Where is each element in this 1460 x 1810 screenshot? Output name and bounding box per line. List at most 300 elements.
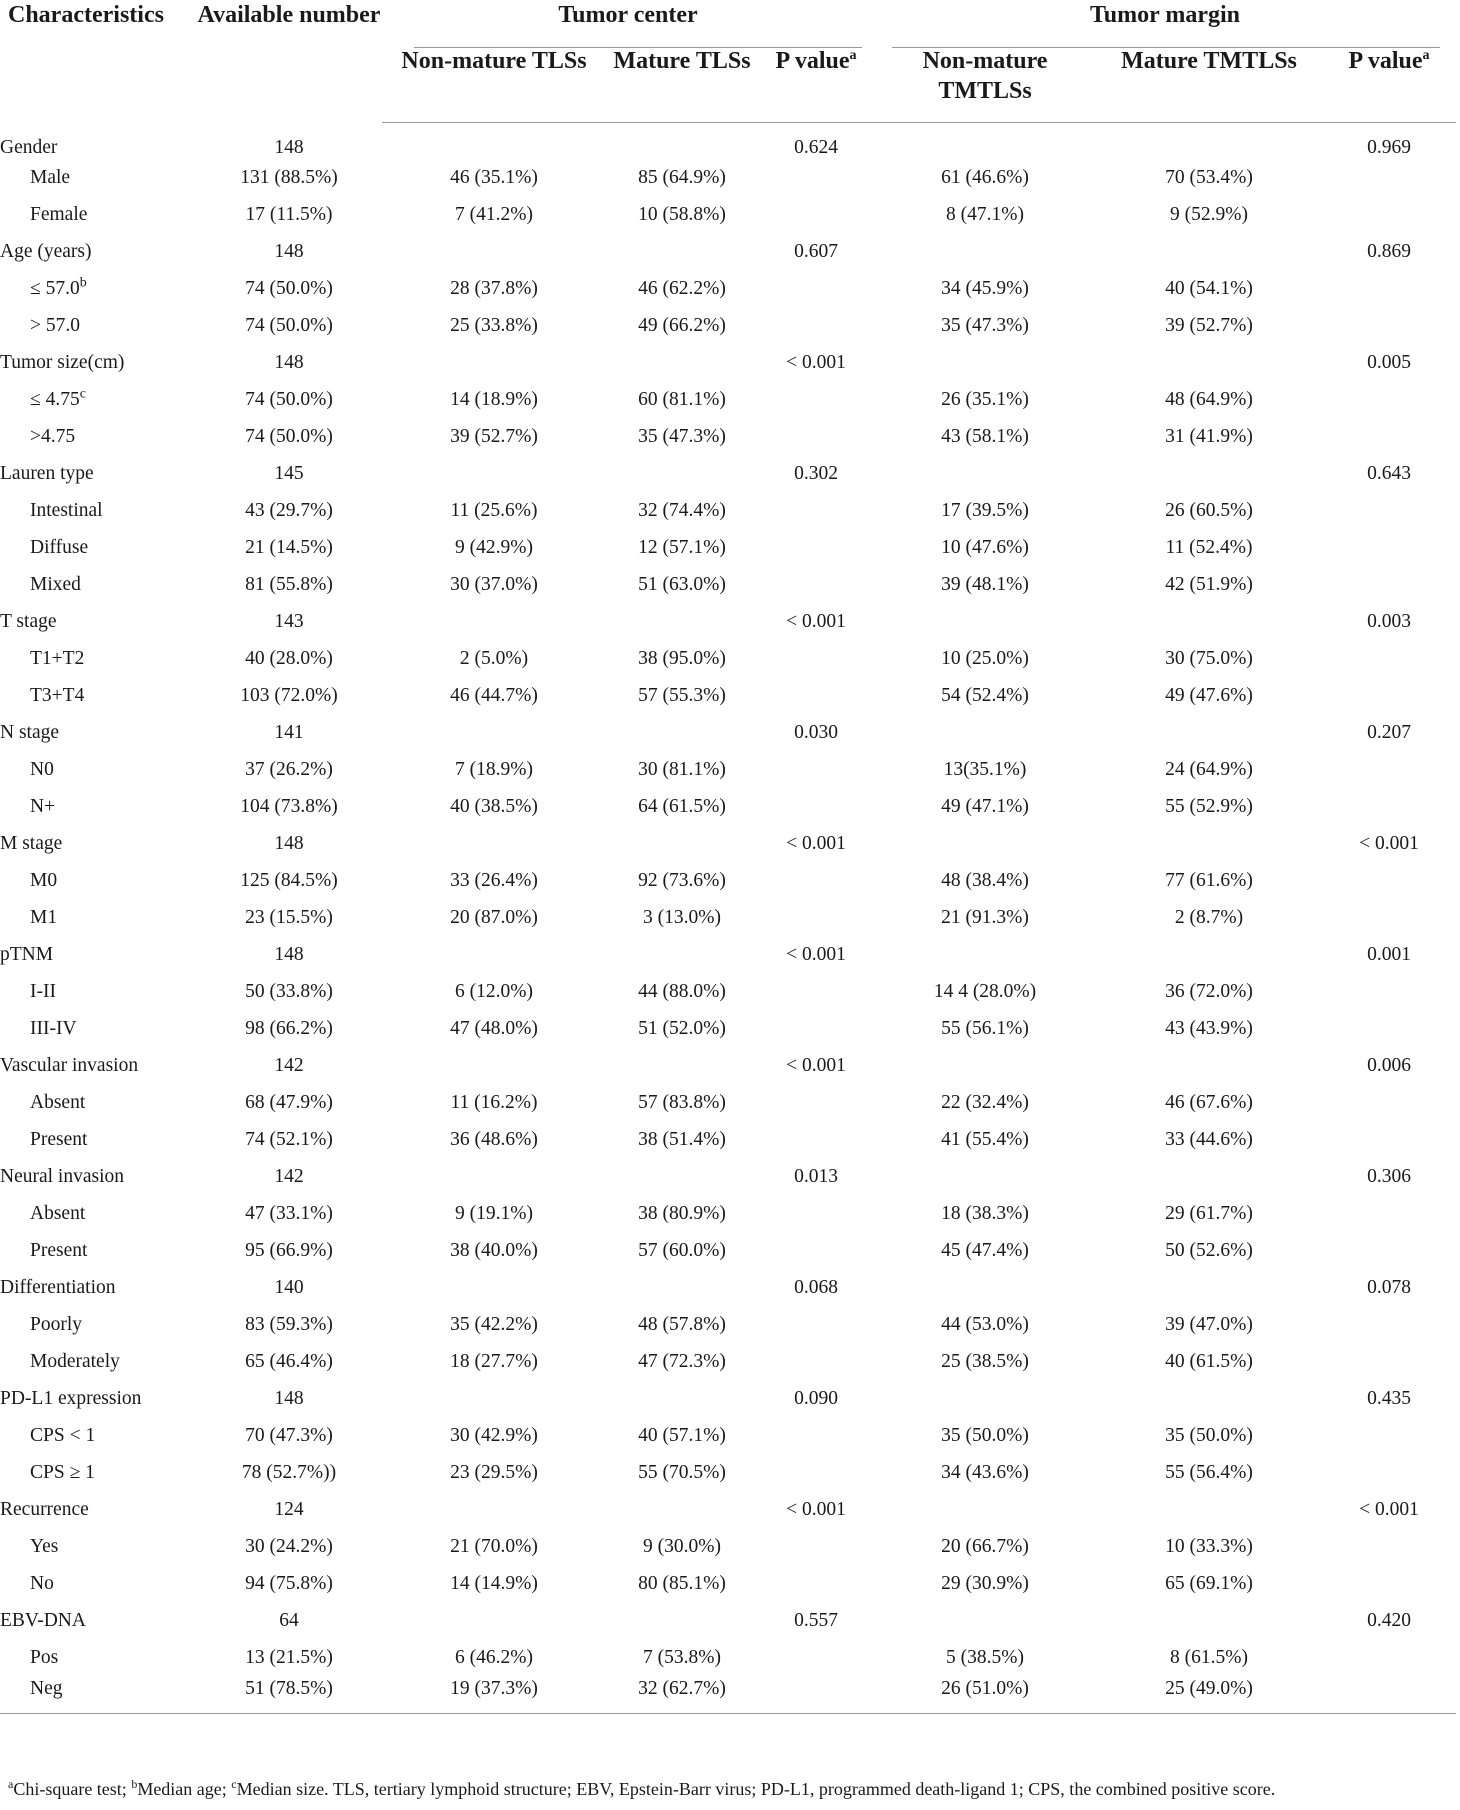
row-label-text: Tumor size(cm) (0, 352, 125, 373)
margin-p-value-cell (1322, 493, 1456, 530)
row-label-text: T1+T2 (30, 648, 85, 669)
row-label-text: >4.75 (30, 426, 76, 447)
center-mature-cell (606, 1603, 758, 1640)
row-label (0, 1196, 196, 1233)
margin-mature-cell (1096, 826, 1322, 863)
center-mature-cell: 57 (83.8%) (638, 1092, 726, 1113)
margin-p-value-cell (1322, 863, 1456, 900)
center-nonmature-cell: 14 (14.9%) (450, 1573, 538, 1594)
row-label (0, 1233, 196, 1270)
margin-nonmature-cell: 35 (47.3%) (941, 315, 1029, 336)
margin-mature-cell: 31 (41.9%) (1165, 426, 1253, 447)
center-p-value-cell (758, 530, 874, 567)
margin-nonmature-cell (874, 1381, 1096, 1418)
margin-mature-cell (1096, 345, 1322, 382)
available-number-cell: 30 (24.2%) (245, 1536, 333, 1557)
margin-p-value-cell (1322, 1122, 1456, 1159)
footnote-mark-c: c (231, 1777, 237, 1791)
margin-nonmature-cell: 34 (43.6%) (941, 1462, 1029, 1483)
table-row-category (0, 456, 1456, 493)
footnote-text-c: Median size. TLS, tertiary lymphoid structure; EBV, Epstein-Barr virus; PD-L1, programmed death-ligand 1; CPS, the combined positive score. (236, 1779, 1276, 1799)
center-nonmature-cell (382, 937, 606, 974)
table-row-category (0, 234, 1456, 271)
center-nonmature-cell: 38 (40.0%) (450, 1240, 538, 1261)
margin-mature-cell: 50 (52.6%) (1165, 1240, 1253, 1261)
table-body (0, 123, 1456, 1714)
footnote-mark-a: a (8, 1777, 14, 1791)
center-p-value-cell: < 0.001 (786, 1499, 846, 1520)
margin-nonmature-cell (874, 1492, 1096, 1529)
row-label (0, 1603, 196, 1640)
row-label (0, 419, 196, 456)
margin-nonmature-cell: 55 (56.1%) (941, 1018, 1029, 1039)
center-nonmature-cell: 7 (18.9%) (455, 759, 533, 780)
row-label-text: T3+T4 (30, 685, 85, 706)
row-label-text: pTNM (0, 944, 54, 965)
margin-p-value-cell (1322, 1344, 1456, 1381)
header-margin-p-value (1322, 46, 1456, 123)
row-label (0, 456, 196, 493)
center-mature-cell (606, 715, 758, 752)
row-label (0, 234, 196, 271)
p-value-text: P value (775, 48, 850, 74)
margin-p-value-cell (1322, 1529, 1456, 1566)
table-row-subgroup (0, 1344, 1456, 1381)
center-mature-cell: 44 (88.0%) (638, 981, 726, 1002)
margin-nonmature-cell (874, 937, 1096, 974)
margin-p-value-cell: 0.643 (1367, 463, 1411, 484)
center-mature-cell (606, 826, 758, 863)
row-label (0, 382, 196, 419)
center-p-value-cell (758, 678, 874, 715)
available-number-cell: 95 (66.9%) (245, 1240, 333, 1261)
margin-mature-cell: 26 (60.5%) (1165, 500, 1253, 521)
margin-p-value-cell (1322, 1085, 1456, 1122)
center-mature-cell: 51 (52.0%) (638, 1018, 726, 1039)
center-nonmature-cell: 28 (37.8%) (450, 278, 538, 299)
row-label-text: Neg (30, 1677, 63, 1699)
margin-mature-cell: 10 (33.3%) (1165, 1536, 1253, 1557)
row-label-text: Present (30, 1240, 88, 1261)
center-nonmature-cell (382, 1270, 606, 1307)
center-mature-cell: 38 (51.4%) (638, 1129, 726, 1150)
margin-mature-cell (1096, 1603, 1322, 1640)
table-footnote (8, 1778, 1448, 1800)
center-p-value-cell (758, 789, 874, 826)
row-label (0, 641, 196, 678)
margin-p-value-cell (1322, 1455, 1456, 1492)
margin-nonmature-cell: 14 4 (28.0%) (933, 981, 1037, 1002)
center-nonmature-cell: 47 (48.0%) (450, 1018, 538, 1039)
available-number-cell: 103 (72.0%) (240, 685, 338, 706)
margin-nonmature-cell: 39 (48.1%) (941, 574, 1029, 595)
center-nonmature-cell: 7 (41.2%) (455, 204, 533, 225)
row-label-text: III-IV (30, 1018, 77, 1039)
available-number-cell: 13 (21.5%) (245, 1647, 333, 1668)
center-mature-cell: 10 (58.8%) (638, 204, 726, 225)
available-number-cell: 40 (28.0%) (245, 648, 333, 669)
available-number-cell: 17 (11.5%) (245, 204, 333, 225)
center-mature-cell (606, 1492, 758, 1529)
row-label-text: ≤ 4.75 (30, 389, 80, 410)
row-label-text: Neural invasion (0, 1166, 125, 1187)
center-nonmature-cell (382, 826, 606, 863)
row-label (0, 1529, 196, 1566)
center-p-value-cell (758, 419, 874, 456)
center-mature-cell: 12 (57.1%) (638, 537, 726, 558)
center-nonmature-cell: 6 (46.2%) (455, 1647, 533, 1668)
center-mature-cell: 92 (73.6%) (638, 870, 726, 891)
p-value-text: P value (1348, 48, 1423, 74)
center-mature-cell: 32 (62.7%) (606, 1677, 758, 1714)
center-p-value-cell (758, 308, 874, 345)
row-label-text: I-II (30, 981, 56, 1002)
margin-nonmature-cell: 43 (58.1%) (941, 426, 1029, 447)
margin-mature-cell (1096, 1159, 1322, 1196)
row-label (0, 160, 196, 197)
row-label-text: Recurrence (0, 1499, 89, 1520)
available-number-cell: 148 (274, 1388, 304, 1409)
table-row-category (0, 1603, 1456, 1640)
margin-nonmature-cell: 26 (35.1%) (941, 389, 1029, 410)
margin-p-value-cell: 0.207 (1367, 722, 1411, 743)
row-label (0, 197, 196, 234)
center-mature-cell (606, 1381, 758, 1418)
center-p-value-cell: < 0.001 (786, 833, 846, 854)
table-row-subgroup (0, 752, 1456, 789)
center-nonmature-cell (382, 456, 606, 493)
table-row-subgroup (0, 160, 1456, 197)
row-label-text: Diffuse (30, 537, 89, 558)
center-mature-cell: 64 (61.5%) (638, 796, 726, 817)
row-label (0, 604, 196, 641)
available-number-cell: 148 (274, 136, 304, 158)
row-label (0, 1418, 196, 1455)
center-nonmature-cell: 36 (48.6%) (450, 1129, 538, 1150)
center-nonmature-cell: 30 (37.0%) (450, 574, 538, 595)
margin-nonmature-cell (874, 1159, 1096, 1196)
center-nonmature-cell: 25 (33.8%) (450, 315, 538, 336)
center-nonmature-cell: 11 (25.6%) (450, 500, 538, 521)
row-label (0, 1344, 196, 1381)
available-number-cell: 148 (274, 241, 304, 262)
header-margin-mature: Mature TMTLSs (1096, 46, 1322, 123)
table-row-subgroup (0, 1418, 1456, 1455)
margin-p-value-cell: < 0.001 (1359, 1499, 1419, 1520)
available-number-cell: 142 (274, 1055, 304, 1076)
row-label-text: Moderately (30, 1351, 120, 1372)
margin-mature-cell: 40 (54.1%) (1165, 278, 1253, 299)
table-row-subgroup (0, 1455, 1456, 1492)
center-nonmature-cell: 19 (37.3%) (382, 1677, 606, 1714)
margin-nonmature-cell (874, 456, 1096, 493)
center-p-value-cell (758, 271, 874, 308)
center-p-value-cell: 0.557 (794, 1610, 838, 1631)
center-nonmature-cell (382, 345, 606, 382)
table-row-category (0, 604, 1456, 641)
available-number-cell: 43 (29.7%) (245, 500, 333, 521)
center-mature-cell: 38 (80.9%) (638, 1203, 726, 1224)
center-nonmature-cell (382, 715, 606, 752)
row-label-text: N0 (30, 759, 54, 780)
table-row-category (0, 1381, 1456, 1418)
center-mature-cell: 85 (64.9%) (638, 167, 726, 188)
row-label-text: N stage (0, 722, 60, 743)
row-label-superscript: b (79, 275, 87, 291)
header-tumor-center: Tumor center (382, 0, 874, 46)
row-label-text: > 57.0 (30, 315, 80, 336)
margin-mature-cell: 43 (43.9%) (1165, 1018, 1253, 1039)
center-p-value-cell (758, 382, 874, 419)
header-available-number: Available number (197, 2, 381, 28)
available-number-cell: 94 (75.8%) (245, 1573, 333, 1594)
center-nonmature-cell (382, 1603, 606, 1640)
header-center-nonmature: Non-mature TLSs (382, 46, 606, 123)
available-number-cell: 37 (26.2%) (245, 759, 333, 780)
margin-mature-cell (1096, 234, 1322, 271)
row-label-text: Mixed (30, 574, 81, 595)
margin-mature-cell: 42 (51.9%) (1165, 574, 1253, 595)
margin-nonmature-cell: 18 (38.3%) (941, 1203, 1029, 1224)
margin-mature-cell: 55 (52.9%) (1165, 796, 1253, 817)
margin-p-value-cell: 0.001 (1367, 944, 1411, 965)
center-mature-cell: 47 (72.3%) (638, 1351, 726, 1372)
center-p-value-cell: 0.013 (794, 1166, 838, 1187)
margin-p-value-cell (1322, 197, 1456, 234)
row-label-text: M0 (30, 870, 58, 891)
row-label-text: Gender (0, 136, 58, 158)
table-row-subgroup (0, 1640, 1456, 1677)
margin-nonmature-cell: 10 (25.0%) (941, 648, 1029, 669)
center-p-value-cell (758, 974, 874, 1011)
center-nonmature-cell (382, 1159, 606, 1196)
table-row-subgroup (0, 1085, 1456, 1122)
available-number-cell: 148 (274, 944, 304, 965)
margin-nonmature-cell: 25 (38.5%) (941, 1351, 1029, 1372)
center-mature-cell: 60 (81.1%) (638, 389, 726, 410)
center-nonmature-cell: 14 (18.9%) (450, 389, 538, 410)
available-number-cell: 74 (50.0%) (245, 426, 333, 447)
center-p-value-cell: 0.302 (794, 463, 838, 484)
row-label (0, 493, 196, 530)
available-number-cell: 124 (274, 1499, 304, 1520)
center-p-value-cell: < 0.001 (786, 944, 846, 965)
center-p-value-cell (758, 752, 874, 789)
margin-p-value-cell (1322, 530, 1456, 567)
margin-nonmature-cell (874, 123, 1096, 160)
table-row-subgroup (0, 1011, 1456, 1048)
margin-p-value-cell (1322, 1677, 1456, 1714)
table-row-subgroup (0, 1529, 1456, 1566)
header-center-mature: Mature TLSs (606, 46, 758, 123)
center-mature-cell: 7 (53.8%) (643, 1647, 721, 1668)
table-row-category (0, 937, 1456, 974)
row-label (0, 567, 196, 604)
center-p-value-cell (758, 493, 874, 530)
row-label-text: EBV-DNA (0, 1610, 86, 1631)
margin-nonmature-cell: 54 (52.4%) (941, 685, 1029, 706)
margin-p-value-cell (1322, 1566, 1456, 1603)
row-label (0, 530, 196, 567)
table-row-subgroup (0, 493, 1456, 530)
header-center-p-value (758, 46, 874, 123)
row-label-text: Vascular invasion (0, 1055, 139, 1076)
center-mature-cell: 38 (95.0%) (638, 648, 726, 669)
margin-mature-cell: 25 (49.0%) (1096, 1677, 1322, 1714)
margin-p-value-cell: 0.005 (1367, 352, 1411, 373)
row-label (0, 1492, 196, 1529)
available-number-cell: 23 (15.5%) (245, 907, 333, 928)
center-nonmature-cell: 6 (12.0%) (455, 981, 533, 1002)
center-mature-cell: 57 (60.0%) (638, 1240, 726, 1261)
margin-mature-cell (1096, 1381, 1322, 1418)
margin-mature-cell: 49 (47.6%) (1165, 685, 1253, 706)
margin-nonmature-cell (874, 1603, 1096, 1640)
center-p-value-cell (758, 1233, 874, 1270)
center-p-value-cell: 0.030 (794, 722, 838, 743)
margin-p-value-cell: 0.078 (1367, 1277, 1411, 1298)
table-row-subgroup (0, 567, 1456, 604)
table-row-category (0, 715, 1456, 752)
margin-nonmature-cell (874, 715, 1096, 752)
center-nonmature-cell: 30 (42.9%) (450, 1425, 538, 1446)
row-label-superscript: c (79, 386, 86, 402)
row-label (0, 1159, 196, 1196)
margin-mature-cell: 11 (52.4%) (1165, 537, 1253, 558)
available-number-cell: 74 (50.0%) (245, 315, 333, 336)
margin-nonmature-cell: 13(35.1%) (943, 759, 1027, 780)
table-row-category (0, 1159, 1456, 1196)
margin-mature-cell: 2 (8.7%) (1174, 907, 1244, 928)
table-row-subgroup (0, 1307, 1456, 1344)
center-nonmature-cell (382, 1381, 606, 1418)
row-label (0, 1122, 196, 1159)
margin-nonmature-cell: 22 (32.4%) (941, 1092, 1029, 1113)
center-p-value-cell (758, 1455, 874, 1492)
center-nonmature-cell (382, 234, 606, 271)
available-number-cell: 142 (274, 1166, 304, 1187)
margin-p-value-cell (1322, 271, 1456, 308)
margin-p-value-cell: 0.435 (1367, 1388, 1411, 1409)
available-number-cell: 98 (66.2%) (245, 1018, 333, 1039)
header-tumor-margin: Tumor margin (874, 0, 1456, 46)
row-label (0, 900, 196, 937)
margin-mature-cell (1096, 1270, 1322, 1307)
margin-p-value-cell (1322, 752, 1456, 789)
row-label-text: No (30, 1573, 54, 1594)
margin-mature-cell: 55 (56.4%) (1165, 1462, 1253, 1483)
row-label-text: T stage (0, 611, 57, 632)
center-mature-cell: 46 (62.2%) (638, 278, 726, 299)
available-number-cell: 145 (274, 463, 304, 484)
center-p-value-cell (758, 1085, 874, 1122)
row-label-text: Female (30, 204, 88, 225)
margin-nonmature-cell: 49 (47.1%) (941, 796, 1029, 817)
center-p-value-cell (758, 1196, 874, 1233)
row-label (0, 1381, 196, 1418)
center-p-value-cell (758, 1344, 874, 1381)
row-label (0, 1455, 196, 1492)
center-nonmature-cell: 18 (27.7%) (450, 1351, 538, 1372)
center-mature-cell: 55 (70.5%) (638, 1462, 726, 1483)
table-row-category (0, 1270, 1456, 1307)
available-number-cell: 81 (55.8%) (245, 574, 333, 595)
margin-mature-cell: 8 (61.5%) (1170, 1647, 1248, 1668)
table-row-subgroup (0, 1233, 1456, 1270)
available-number-cell: 47 (33.1%) (245, 1203, 333, 1224)
center-p-value-cell (758, 1566, 874, 1603)
center-nonmature-cell: 2 (5.0%) (459, 648, 529, 669)
margin-nonmature-cell: 48 (38.4%) (941, 870, 1029, 891)
row-label-text: Yes (30, 1536, 59, 1557)
row-label (0, 1085, 196, 1122)
center-p-value-cell: 0.607 (794, 241, 838, 262)
row-label (0, 678, 196, 715)
margin-nonmature-cell: 5 (38.5%) (946, 1647, 1024, 1668)
center-p-value-cell: 0.090 (794, 1388, 838, 1409)
margin-nonmature-cell (874, 234, 1096, 271)
margin-p-value-cell (1322, 1196, 1456, 1233)
margin-p-value-cell (1322, 1307, 1456, 1344)
table-row-subgroup (0, 1196, 1456, 1233)
available-number-cell: 148 (274, 352, 304, 373)
margin-mature-cell: 40 (61.5%) (1165, 1351, 1253, 1372)
margin-mature-cell (1096, 1048, 1322, 1085)
available-number-cell: 78 (52.7%)) (241, 1462, 337, 1483)
margin-mature-cell: 29 (61.7%) (1165, 1203, 1253, 1224)
margin-nonmature-cell: 20 (66.7%) (941, 1536, 1029, 1557)
center-p-value-cell (758, 1640, 874, 1677)
margin-p-value-cell (1322, 641, 1456, 678)
row-label-text: N+ (30, 796, 56, 817)
table-row-subgroup (0, 1677, 1456, 1714)
center-nonmature-cell (382, 1048, 606, 1085)
row-label (0, 1270, 196, 1307)
center-mature-cell (606, 123, 758, 160)
available-number-cell: 131 (88.5%) (240, 167, 338, 188)
margin-nonmature-cell: 17 (39.5%) (941, 500, 1029, 521)
center-mature-cell (606, 1048, 758, 1085)
center-p-value-cell: 0.624 (794, 136, 838, 158)
margin-nonmature-cell (874, 826, 1096, 863)
center-nonmature-cell: 39 (52.7%) (450, 426, 538, 447)
center-nonmature-cell: 9 (42.9%) (455, 537, 533, 558)
margin-p-value-cell (1322, 160, 1456, 197)
margin-nonmature-cell (874, 345, 1096, 382)
table-row-subgroup (0, 900, 1456, 937)
margin-p-value-cell (1322, 789, 1456, 826)
center-mature-cell (606, 345, 758, 382)
center-p-value-cell (758, 1011, 874, 1048)
table-row-subgroup (0, 863, 1456, 900)
row-label (0, 752, 196, 789)
table-row-category (0, 1048, 1456, 1085)
margin-mature-cell: 39 (47.0%) (1165, 1314, 1253, 1335)
table-row-category (0, 826, 1456, 863)
center-nonmature-cell: 35 (42.2%) (450, 1314, 538, 1335)
center-p-value-cell (758, 900, 874, 937)
row-label-text: CPS < 1 (30, 1425, 96, 1446)
available-number-cell: 21 (14.5%) (245, 537, 333, 558)
center-mature-cell: 30 (81.1%) (638, 759, 726, 780)
row-label (0, 1677, 196, 1714)
margin-p-value-cell (1322, 308, 1456, 345)
center-mature-cell: 3 (13.0%) (643, 907, 721, 928)
row-label-text: M stage (0, 833, 63, 854)
center-nonmature-cell: 20 (87.0%) (450, 907, 538, 928)
available-number-cell: 141 (274, 722, 304, 743)
available-number-cell: 140 (274, 1277, 304, 1298)
